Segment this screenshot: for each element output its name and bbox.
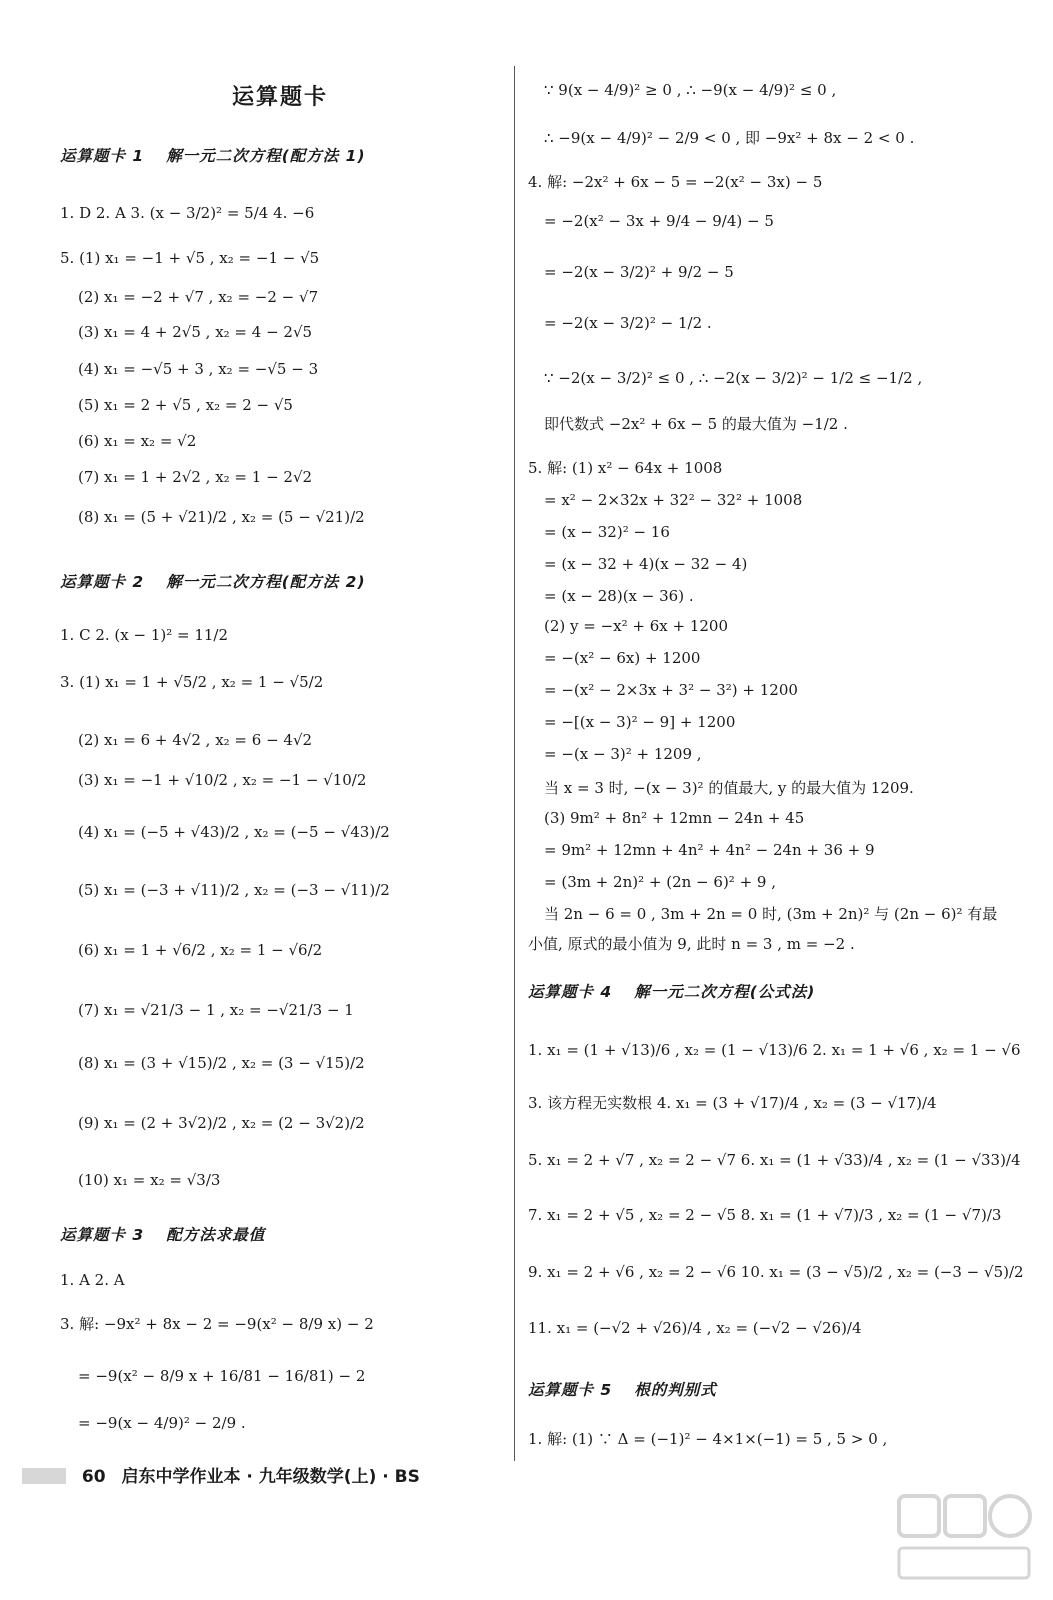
section-heading <box>60 572 366 592</box>
section-subtitle: 根的判别式 <box>634 1381 717 1399</box>
answer-line: = −[(x − 3)² − 9] + 1200 <box>544 713 736 731</box>
answer-line: (6) x₁ = x₂ = √2 <box>78 432 197 450</box>
book-title: 启东中学作业本 · 九年级数学(上) · BS <box>121 1467 420 1487</box>
answer-line: = −(x² − 6x) + 1200 <box>544 649 701 667</box>
section-card-label: 运算题卡 2 <box>60 573 145 591</box>
answer-line: 当 x = 3 时, −(x − 3)² 的值最大, y 的最大值为 1209. <box>544 779 914 797</box>
answer-line: (9) x₁ = (2 + 3√2)/2 , x₂ = (2 − 3√2)/2 <box>78 1114 365 1132</box>
answer-line: (5) x₁ = (−3 + √11)/2 , x₂ = (−3 − √11)/2 <box>78 881 390 899</box>
section-heading <box>60 1225 265 1245</box>
section-subtitle: 解一元二次方程(配方法 2) <box>166 573 366 591</box>
answer-line: 1. D 2. A 3. (x − 3/2)² = 5/4 4. −6 <box>60 204 315 222</box>
answer-line: ∴ −9(x − 4/9)² − 2/9 < 0 , 即 −9x² + 8x − 2 < 0 . <box>544 129 915 147</box>
answer-line: ∵ −2(x − 3/2)² ≤ 0 , ∴ −2(x − 3/2)² − 1/2 ≤ −1/2 , <box>544 369 923 387</box>
answer-line: = −(x² − 2×3x + 3² − 3²) + 1200 <box>544 681 798 699</box>
answer-line: = (x − 32)² − 16 <box>544 523 670 541</box>
section-heading <box>528 982 815 1002</box>
section-subtitle: 配方法求最值 <box>166 1226 266 1244</box>
answer-line: (8) x₁ = (5 + √21)/2 , x₂ = (5 − √21)/2 <box>78 508 365 526</box>
answer-line: = (3m + 2n)² + (2n − 6)² + 9 , <box>544 873 776 891</box>
watermark-logo <box>895 1488 1035 1588</box>
answer-line: = −2(x² − 3x + 9/4 − 9/4) − 5 <box>544 212 774 230</box>
answer-line: 3. (1) x₁ = 1 + √5/2 , x₂ = 1 − √5/2 <box>60 673 324 691</box>
answer-line: 9. x₁ = 2 + √6 , x₂ = 2 − √6 10. x₁ = (3 − √5)/2 , x₂ = (−3 − √5)/2 <box>528 1263 1024 1281</box>
column-divider <box>514 66 515 1461</box>
answer-line: 3. 解: −9x² + 8x − 2 = −9(x² − 8/9 x) − 2 <box>60 1315 374 1333</box>
page-footer <box>22 1462 420 1487</box>
answer-line: (7) x₁ = √21/3 − 1 , x₂ = −√21/3 − 1 <box>78 1001 354 1019</box>
answer-line: = 9m² + 12mn + 4n² + 4n² − 24n + 36 + 9 <box>544 841 875 859</box>
page-title: 运算题卡 <box>231 85 328 110</box>
answer-line: (8) x₁ = (3 + √15)/2 , x₂ = (3 − √15)/2 <box>78 1054 365 1072</box>
answer-line: 7. x₁ = 2 + √5 , x₂ = 2 − √5 8. x₁ = (1 + √7)/3 , x₂ = (1 − √7)/3 <box>528 1206 1002 1224</box>
answer-line: 5. (1) x₁ = −1 + √5 , x₂ = −1 − √5 <box>60 249 320 267</box>
answer-line: (6) x₁ = 1 + √6/2 , x₂ = 1 − √6/2 <box>78 941 323 959</box>
section-subtitle: 解一元二次方程(配方法 1) <box>166 147 366 165</box>
answer-line: (3) x₁ = −1 + √10/2 , x₂ = −1 − √10/2 <box>78 771 367 789</box>
section-card-label: 运算题卡 1 <box>60 147 145 165</box>
section-card-label: 运算题卡 4 <box>528 983 613 1001</box>
answer-line: 11. x₁ = (−√2 + √26)/4 , x₂ = (−√2 − √26)/4 <box>528 1319 862 1337</box>
answer-line: (4) x₁ = −√5 + 3 , x₂ = −√5 − 3 <box>78 360 319 378</box>
page-number: 60 <box>81 1467 106 1487</box>
answer-line: (10) x₁ = x₂ = √3/3 <box>78 1171 221 1189</box>
answer-line: = −2(x − 3/2)² + 9/2 − 5 <box>544 263 734 281</box>
answer-line: (5) x₁ = 2 + √5 , x₂ = 2 − √5 <box>78 396 293 414</box>
answer-line: (7) x₁ = 1 + 2√2 , x₂ = 1 − 2√2 <box>78 468 313 486</box>
section-subtitle: 解一元二次方程(公式法) <box>634 983 816 1001</box>
section-card-label: 运算题卡 3 <box>60 1226 145 1244</box>
answer-line: = x² − 2×32x + 32² − 32² + 1008 <box>544 491 803 509</box>
answer-line: (3) 9m² + 8n² + 12mn − 24n + 45 <box>544 809 805 827</box>
answer-line: = −2(x − 3/2)² − 1/2 . <box>544 314 712 332</box>
section-heading <box>60 146 366 166</box>
answer-line: 5. 解: (1) x² − 64x + 1008 <box>528 459 723 477</box>
answer-line: (2) y = −x² + 6x + 1200 <box>544 617 729 635</box>
answer-line: 4. 解: −2x² + 6x − 5 = −2(x² − 3x) − 5 <box>528 173 823 191</box>
answer-line: (2) x₁ = 6 + 4√2 , x₂ = 6 − 4√2 <box>78 731 313 749</box>
answer-line: 即代数式 −2x² + 6x − 5 的最大值为 −1/2 . <box>544 415 848 433</box>
answer-line: 1. x₁ = (1 + √13)/6 , x₂ = (1 − √13)/6 2. x₁ = 1 + √6 , x₂ = 1 − √6 <box>528 1041 1021 1059</box>
answer-line: (4) x₁ = (−5 + √43)/2 , x₂ = (−5 − √43)/2 <box>78 823 390 841</box>
answer-line: = −9(x² − 8/9 x + 16/81 − 16/81) − 2 <box>78 1367 366 1385</box>
answer-line: 1. A 2. A <box>60 1271 125 1289</box>
section-card-label: 运算题卡 5 <box>528 1381 613 1399</box>
answer-line: 小值, 原式的最小值为 9, 此时 n = 3 , m = −2 . <box>528 935 855 953</box>
footer-bar <box>22 1468 66 1484</box>
answer-line: 当 2n − 6 = 0 , 3m + 2n = 0 时, (3m + 2n)² 与 (2n − 6)² 有最 <box>544 905 998 923</box>
answer-line: 1. 解: (1) ∵ Δ = (−1)² − 4×1×(−1) = 5 , 5 > 0 , <box>528 1430 888 1448</box>
answer-line: (3) x₁ = 4 + 2√5 , x₂ = 4 − 2√5 <box>78 323 313 341</box>
answer-line: = −9(x − 4/9)² − 2/9 . <box>78 1414 246 1432</box>
answer-line: = (x − 32 + 4)(x − 32 − 4) <box>544 555 748 573</box>
section-heading <box>528 1380 717 1400</box>
answer-line: = −(x − 3)² + 1209 , <box>544 745 702 763</box>
answer-line: 3. 该方程无实数根 4. x₁ = (3 + √17)/4 , x₂ = (3 − √17)/4 <box>528 1094 937 1112</box>
answer-line: = (x − 28)(x − 36) . <box>544 587 694 605</box>
answer-line: (2) x₁ = −2 + √7 , x₂ = −2 − √7 <box>78 288 319 306</box>
answer-line: 1. C 2. (x − 1)² = 11/2 <box>60 626 229 644</box>
answer-line: 5. x₁ = 2 + √7 , x₂ = 2 − √7 6. x₁ = (1 + √33)/4 , x₂ = (1 − √33)/4 <box>528 1151 1021 1169</box>
answer-line: ∵ 9(x − 4/9)² ≥ 0 , ∴ −9(x − 4/9)² ≤ 0 , <box>544 81 837 99</box>
